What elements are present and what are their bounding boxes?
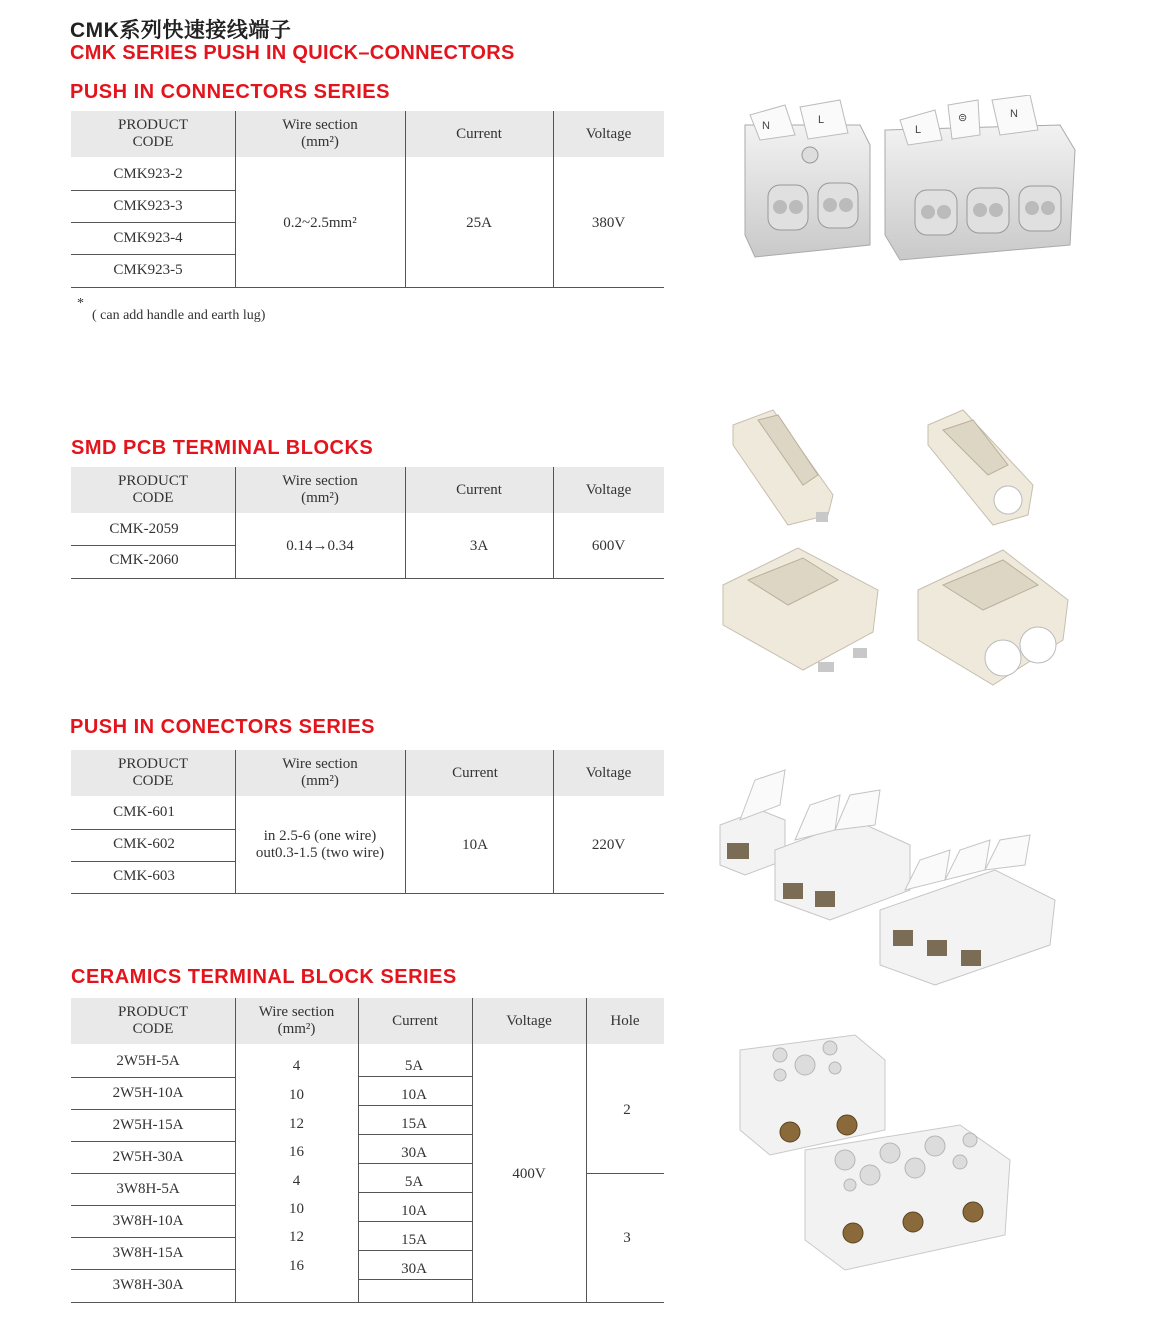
svg-text:L: L: [915, 124, 922, 136]
table-cell-code: CMK-2059: [109, 520, 179, 537]
note-handle-earth-lug: ( can add handle and earth lug): [92, 308, 266, 323]
table-cell-voltage: 600V: [591, 537, 626, 554]
table-cell-current: 30A: [401, 1260, 427, 1277]
table-cell-code: CMK923-3: [113, 198, 183, 214]
table-cell-wire: 0.14→0.34: [286, 537, 354, 554]
header-current: Current: [452, 764, 498, 781]
table-cell-wire: 16: [289, 1257, 304, 1274]
table-cell-wire: 0.2~2.5mm²: [283, 214, 357, 231]
table-cell-current: 10A: [462, 836, 488, 853]
table-cell-code: 2W5H-15A: [112, 1117, 184, 1133]
header-voltage: Voltage: [585, 764, 632, 781]
header-wire-section: Wire section (mm²): [282, 473, 358, 506]
header-product-code: PRODUCT CODE: [117, 1004, 188, 1037]
table-cell-voltage: 400V: [512, 1165, 546, 1182]
table-cell-code: CMK923-2: [113, 166, 183, 182]
svg-text:L: L: [818, 114, 825, 126]
header-hole: Hole: [610, 1012, 640, 1029]
section-title-push-in: PUSH IN CONNECTORS SERIES: [70, 81, 390, 103]
product-image-cmk923: [730, 95, 1090, 270]
table-cell-wire: 12: [289, 1228, 304, 1245]
table-cell-code: CMK923-4: [113, 230, 183, 246]
header-wire-section: Wire section (mm²): [282, 117, 358, 150]
table-cell-code: CMK-602: [113, 836, 175, 852]
table-cell-current: 15A: [401, 1231, 427, 1248]
product-image-smd-pcb: [718, 400, 1078, 695]
svg-text:N: N: [762, 120, 770, 132]
table-cell-current: 5A: [404, 1173, 424, 1190]
table-cell-code: 3W8H-10A: [112, 1213, 184, 1229]
section-title-smd-pcb: SMD PCB TERMINAL BLOCKS: [71, 437, 374, 459]
product-image-cmk60x: [715, 765, 1060, 990]
table-cell-code: 2W5H-30A: [112, 1149, 184, 1165]
header-voltage: Voltage: [585, 481, 632, 498]
table-cell-code: 2W5H-10A: [112, 1085, 184, 1101]
table-cell-wire: 10: [289, 1200, 304, 1217]
svg-text:⊜: ⊜: [958, 112, 968, 124]
table-cell-current: 30A: [401, 1144, 427, 1161]
header-current: Current: [456, 481, 502, 498]
product-image-ceramic-blocks: [735, 1030, 1015, 1275]
svg-text:N: N: [1010, 108, 1018, 120]
table-cell-current: 10A: [401, 1086, 427, 1103]
table-cell-current: 10A: [401, 1202, 427, 1219]
table-cell-wire: 4: [292, 1172, 301, 1189]
header-current: Current: [392, 1012, 438, 1029]
header-current: Current: [456, 125, 502, 142]
table-cell-code: 3W8H-5A: [116, 1181, 180, 1197]
table-cell-current: 3A: [469, 537, 489, 554]
table-cell-hole: 2: [623, 1101, 631, 1118]
header-product-code: PRODUCT CODE: [117, 473, 188, 506]
table-cell-code: CMK923-5: [113, 262, 183, 278]
header-voltage: Voltage: [506, 1012, 552, 1029]
header-wire-section: Wire section (mm²): [258, 1004, 335, 1037]
header-product-code: PRODUCT CODE: [117, 117, 188, 150]
table-cell-code: CMK-601: [113, 804, 175, 820]
table-cell-wire: 10: [289, 1086, 304, 1103]
section-title-push-in-conectors: PUSH IN CONECTORS SERIES: [70, 716, 376, 738]
page-title-en: CMK SERIES PUSH IN QUICK–CONNECTORS: [70, 42, 515, 64]
section-title-ceramics: CERAMICS TERMINAL BLOCK SERIES: [71, 966, 457, 988]
table-cell-code: 3W8H-30A: [112, 1277, 184, 1293]
table-cell-code: CMK-603: [113, 868, 175, 884]
table-cell-current: 25A: [466, 214, 492, 231]
table-cell-voltage: 220V: [591, 836, 626, 853]
header-voltage: Voltage: [585, 125, 632, 142]
table-cell-hole: 3: [623, 1229, 631, 1246]
table-cell-wire: 16: [289, 1143, 304, 1160]
page-title-cn: CMK系列快速接线端子: [70, 19, 292, 42]
table-cell-code: 3W8H-15A: [112, 1245, 184, 1261]
header-product-code: PRODUCT CODE: [117, 756, 188, 789]
header-wire-section: Wire section (mm²): [282, 756, 358, 789]
note-star: *: [77, 296, 84, 311]
table-cell-code: 2W5H-5A: [116, 1053, 180, 1069]
table-cell-code: CMK-2060: [109, 551, 179, 568]
table-cell-wire: 12: [289, 1115, 304, 1132]
table-cell-current: 15A: [401, 1115, 427, 1132]
table-cell-current: 5A: [404, 1057, 424, 1074]
table-cell-wire: 4: [292, 1057, 301, 1074]
table-cell-wire: in 2.5-6 (one wire) out0.3-1.5 (two wire): [255, 828, 385, 861]
table-cell-voltage: 380V: [591, 214, 626, 231]
